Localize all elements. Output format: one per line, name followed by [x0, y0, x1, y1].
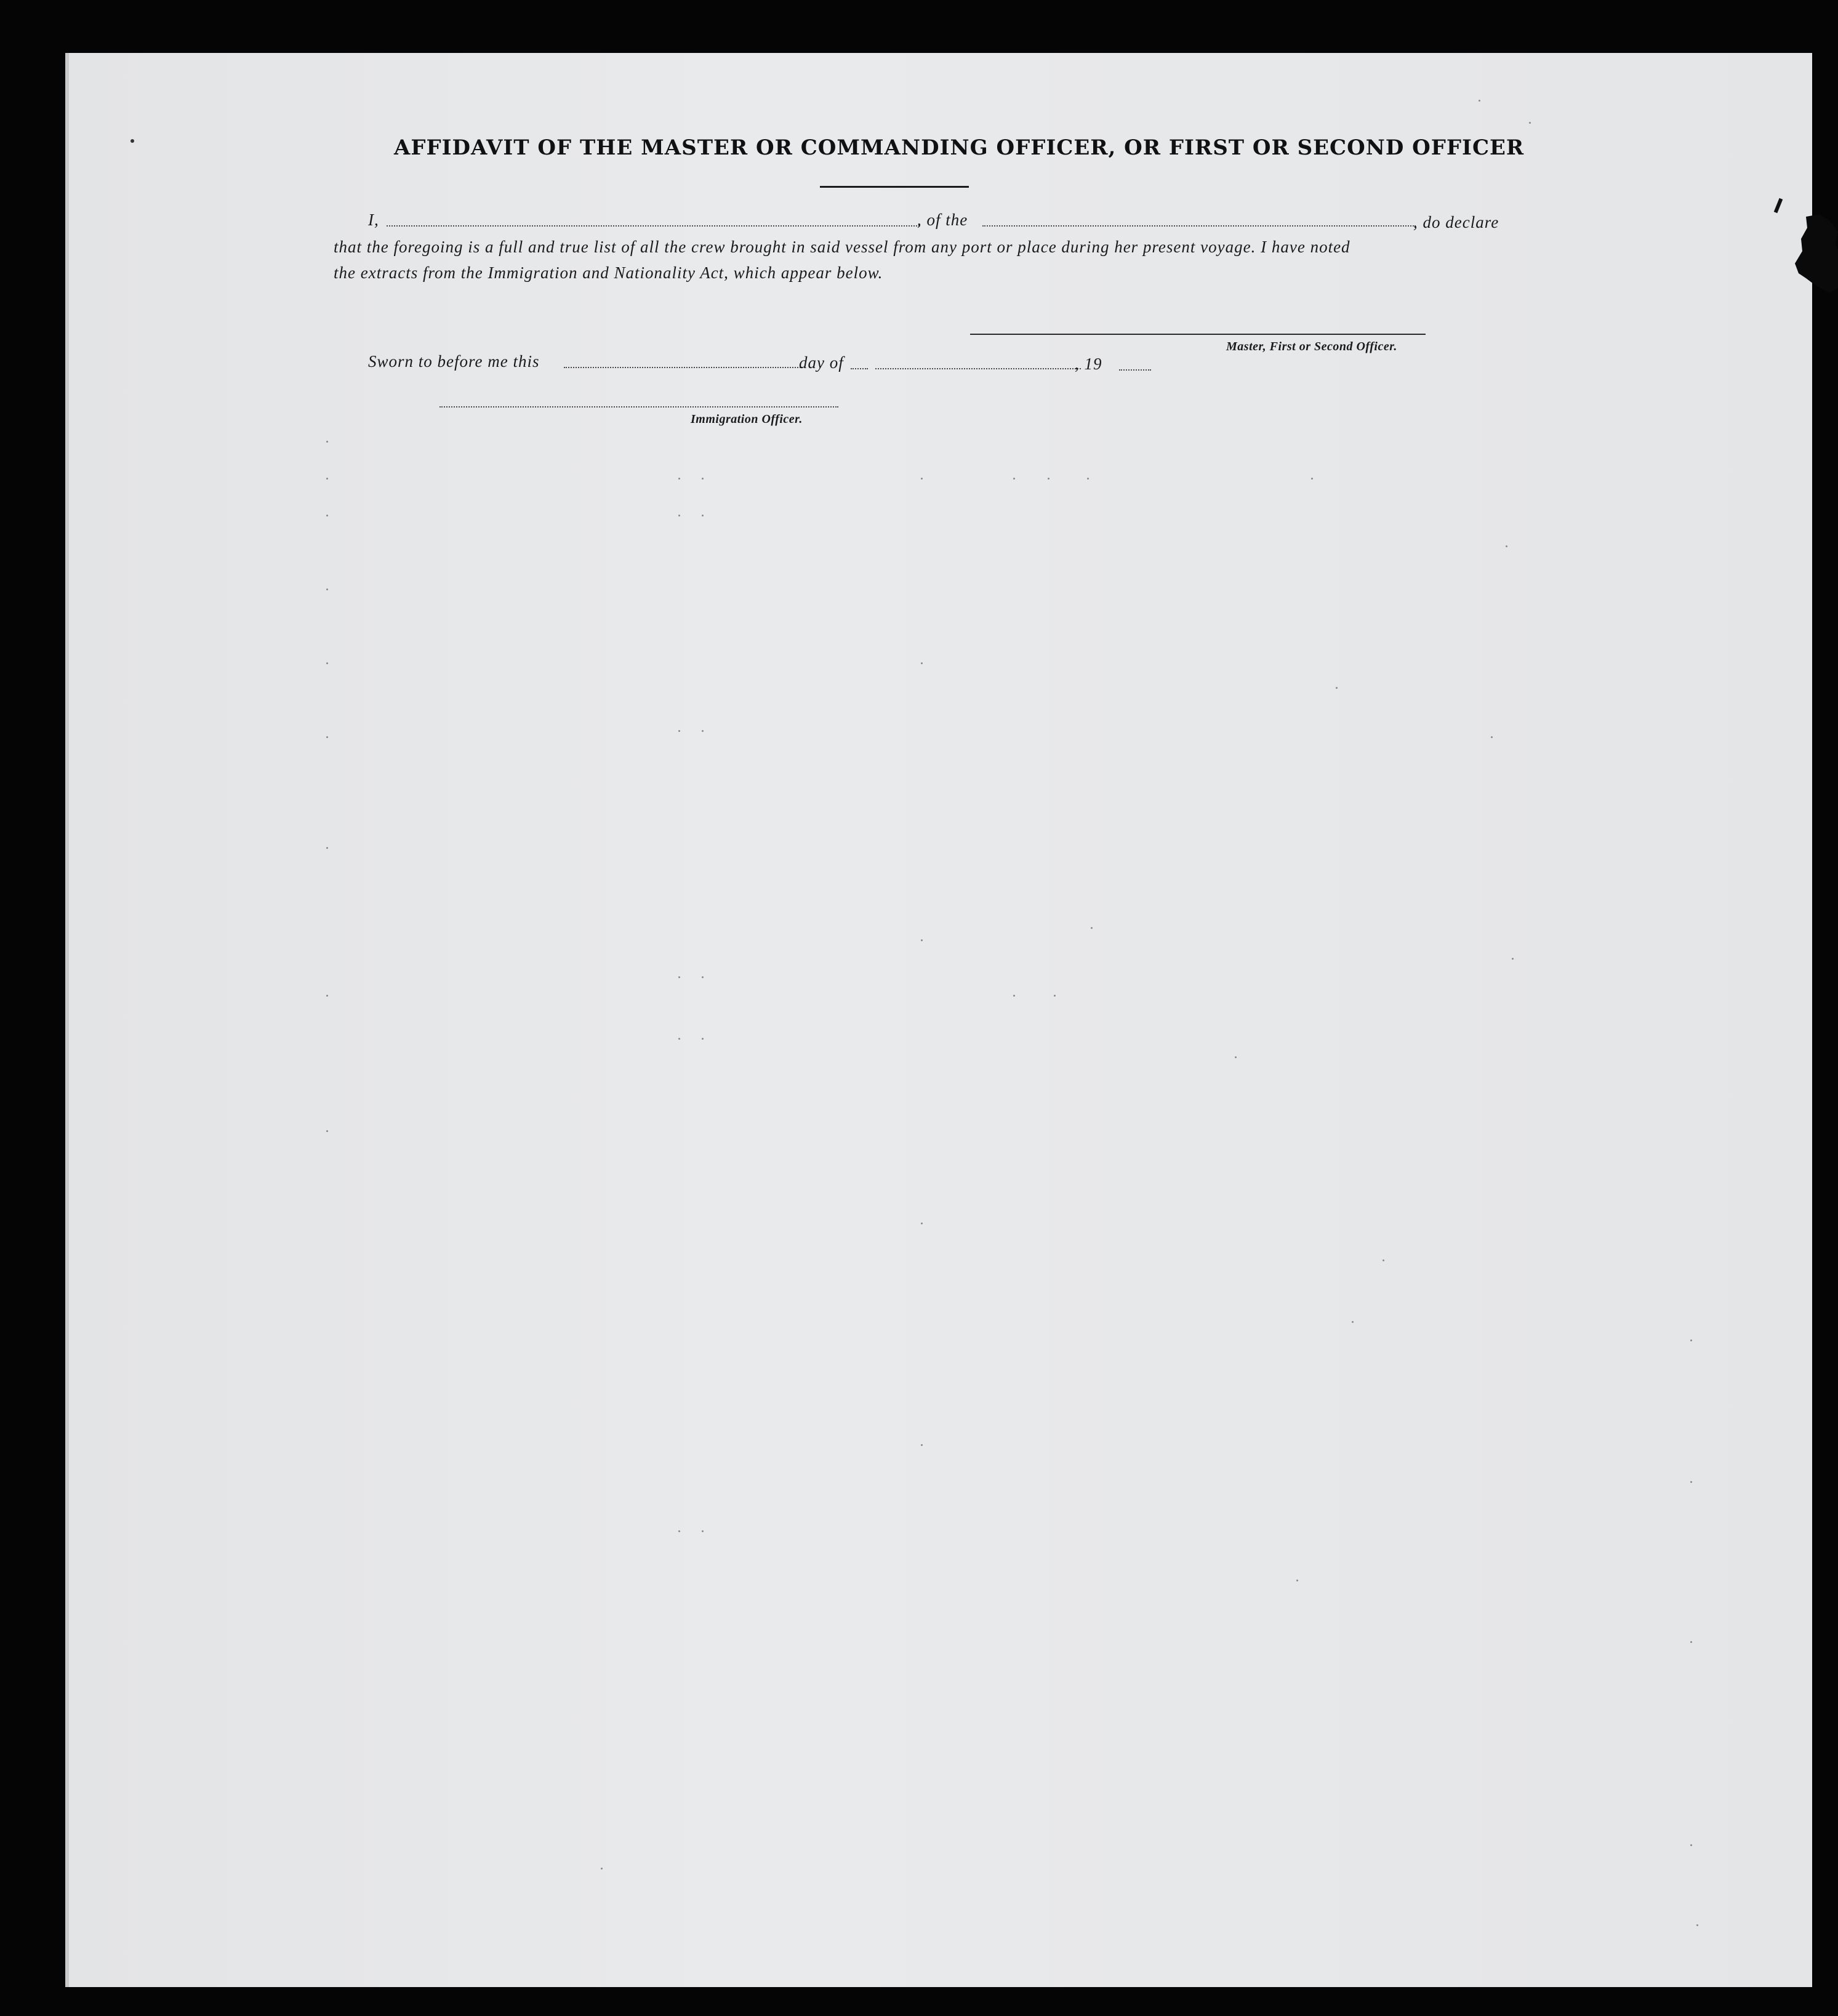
pen-mark [1774, 198, 1783, 214]
title-rule [820, 186, 969, 188]
sworn-prefix: Sworn to before me this [368, 352, 540, 371]
officer-signature-label: Immigration Officer. [691, 412, 803, 426]
form-title: AFFIDAVIT OF THE MASTER OR COMMANDING OFFICER, OR FIRST OR SECOND OFFICER [394, 135, 1525, 160]
sworn-day-of: day of [799, 353, 844, 372]
declaration-of-the: , of the [917, 211, 968, 229]
form-sheet [65, 53, 1812, 1987]
torn-corner-blot [1795, 214, 1838, 293]
sworn-month-blank-a[interactable] [851, 368, 868, 369]
sworn-month-blank-b[interactable] [875, 368, 1081, 369]
declaration-line-3: the extracts from the Immigration and Nationality Act, which appear below. [334, 263, 883, 282]
officer-signature-line[interactable] [439, 406, 838, 408]
declaration-i: I, [368, 211, 379, 229]
name-blank[interactable] [387, 225, 920, 227]
declaration-do-declare: , do declare [1413, 213, 1499, 231]
master-signature-line[interactable] [970, 334, 1426, 335]
vessel-blank[interactable] [982, 225, 1416, 227]
sworn-year-prefix: , 19 [1075, 355, 1102, 373]
sworn-year-blank[interactable] [1119, 369, 1151, 371]
declaration-line-2: that the foregoing is a full and true list of all the crew brought in said vessel from any port or place during her present voyage. I have noted [334, 238, 1350, 256]
sworn-day-blank[interactable] [564, 367, 803, 368]
master-signature-label: Master, First or Second Officer. [1226, 340, 1397, 353]
